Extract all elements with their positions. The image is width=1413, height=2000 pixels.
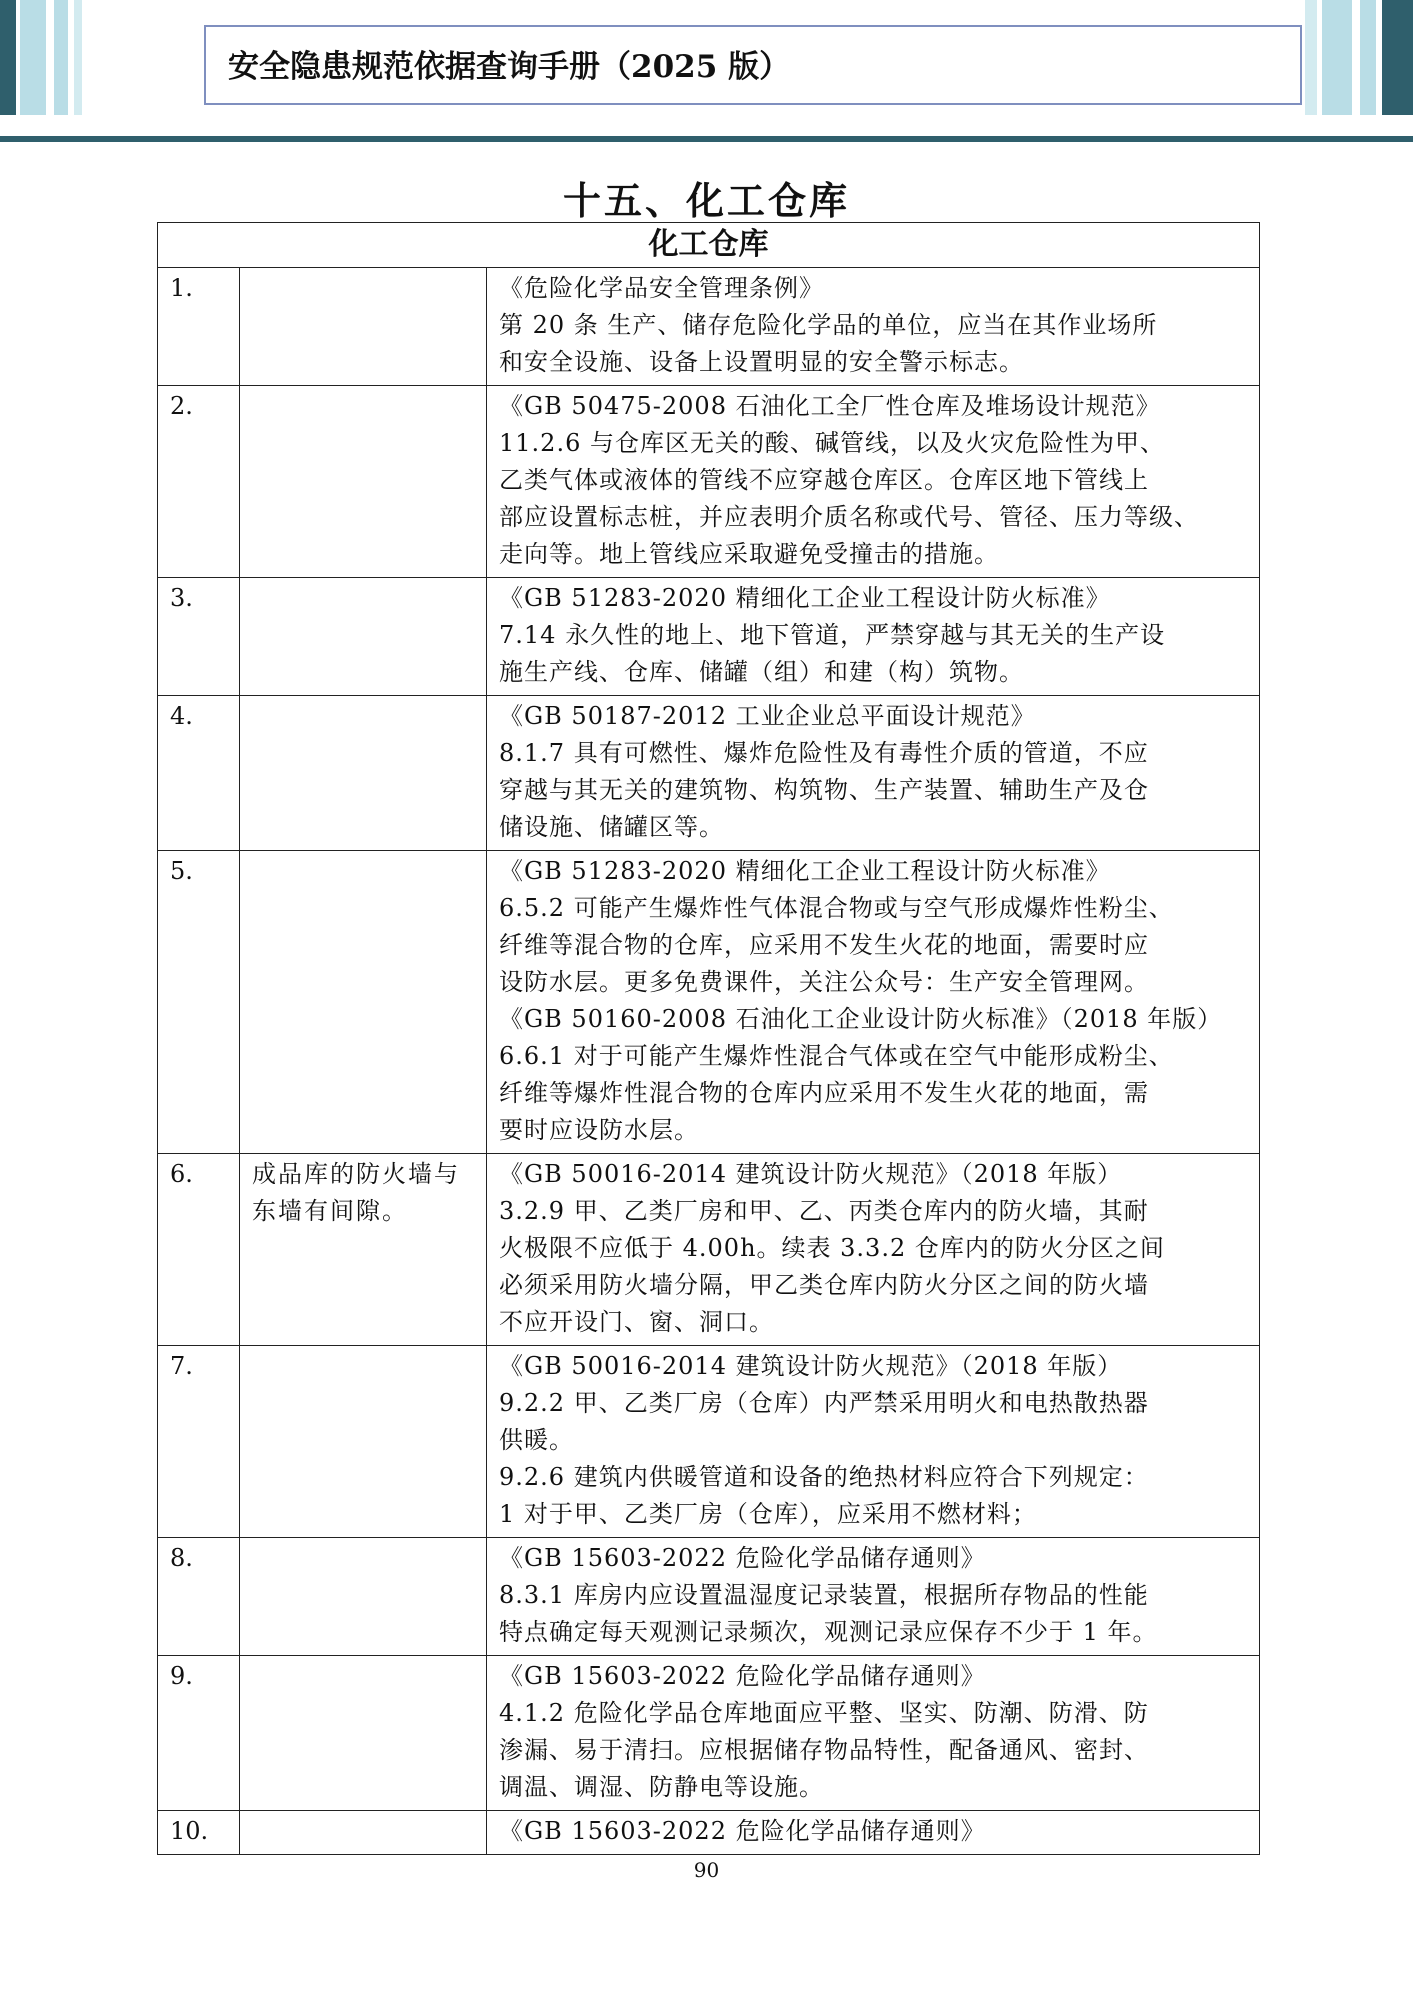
basis-line: 渗漏、易于清扫。应根据储存物品特性，配备通风、密封、 [499,1736,1149,1764]
row-number: 10. [158,1811,240,1855]
basis-line: 储设施、储罐区等。 [499,813,724,841]
basis-line: 《GB 50187-2012 工业企业总平面设计规范》 [499,702,1036,730]
row-number: 1. [158,268,240,386]
row-number: 3. [158,578,240,696]
table-row [158,386,1260,578]
header-stripe-right-light [1305,0,1317,115]
basis-line: 《GB 50016-2014 建筑设计防火规范》（2018 年版） [499,1160,1123,1188]
basis-line: 《GB 15603-2022 危险化学品储存通则》 [499,1817,986,1845]
basis-line: 3.2.9 甲、乙类厂房和甲、乙、丙类仓库内的防火墙，其耐 [499,1197,1149,1225]
basis-line: 不应开设门、窗、洞口。 [499,1308,774,1336]
basis-line: 《危险化学品安全管理条例》 [499,274,824,302]
basis-line: 《GB 51283-2020 精细化工企业工程设计防火标准》 [499,857,1111,885]
basis-line: 9.2.6 建筑内供暖管道和设备的绝热材料应符合下列规定： [499,1463,1149,1491]
hazard-description [240,1346,487,1538]
regulation-basis [487,268,1260,386]
basis-line: 《GB 15603-2022 危险化学品储存通则》 [499,1662,986,1690]
basis-line: 9.2.2 甲、乙类厂房（仓库）内严禁采用明火和电热散热器 [499,1389,1149,1417]
table-row [158,851,1260,1154]
basis-line: 6.5.2 可能产生爆炸性气体混合物或与空气形成爆炸性粉尘、 [499,894,1174,922]
basis-line: 部应设置标志桩，并应表明介质名称或代号、管径、压力等级、 [499,503,1199,531]
basis-line: 6.6.1 对于可能产生爆炸性混合气体或在空气中能形成粉尘、 [499,1042,1174,1070]
page-number: 90 [693,1858,720,1882]
header-stripe-left-dark [0,0,16,115]
regulation-basis [487,1154,1260,1346]
table-row [158,1346,1260,1538]
regulation-basis [487,1538,1260,1656]
header-title: 安全隐患规范依据查询手册（2025 版） [228,49,791,85]
basis-line: 《GB 50475-2008 石油化工全厂性仓库及堆场设计规范》 [499,392,1161,420]
basis-line: 必须采用防火墙分隔，甲乙类仓库内防火分区之间的防火墙 [499,1271,1149,1299]
table-body [158,268,1260,1855]
basis-line: 供暖。 [499,1426,574,1454]
table-row [158,1811,1260,1855]
basis-line: 《GB 51283-2020 精细化工企业工程设计防火标准》 [499,584,1111,612]
basis-line: 《GB 15603-2022 危险化学品储存通则》 [499,1544,986,1572]
regulation-basis [487,1811,1260,1855]
basis-line: 《GB 50160-2008 石油化工企业设计防火标准》（2018 年版） [499,1005,1223,1033]
regulation-basis [487,696,1260,851]
basis-line: 乙类气体或液体的管线不应穿越仓库区。仓库区地下管线上 [499,466,1149,494]
row-number: 8. [158,1538,240,1656]
header-stripe-left-light [74,0,82,115]
header-rule [0,136,1413,142]
basis-line: 11.2.6 与仓库区无关的酸、碱管线，以及火灾危险性为甲、 [499,429,1165,457]
basis-line: 和安全设施、设备上设置明显的安全警示标志。 [499,348,1024,376]
header-stripe-right-dark [1382,0,1413,115]
table-row [158,578,1260,696]
basis-line: 8.3.1 库房内应设置温湿度记录装置，根据所存物品的性能 [499,1581,1149,1609]
header-title-box [204,25,1302,105]
basis-line: 7.14 永久性的地上、地下管道，严禁穿越与其无关的生产设 [499,621,1166,649]
regulation-table [157,222,1260,1855]
table-row [158,696,1260,851]
basis-line: 施生产线、仓库、储罐（组）和建（构）筑物。 [499,658,1024,686]
table-caption: 化工仓库 [158,223,1260,268]
regulation-basis [487,1346,1260,1538]
hazard-description [240,1656,487,1811]
basis-line: 第 20 条 生产、储存危险化学品的单位，应当在其作业场所 [499,311,1158,339]
basis-line: 8.1.7 具有可燃性、爆炸危险性及有毒性介质的管道，不应 [499,739,1149,767]
table-row [158,1538,1260,1656]
header-stripe-left-light [20,0,46,115]
hazard-description [240,851,487,1154]
basis-line: 4.1.2 危险化学品仓库地面应平整、坚实、防潮、防滑、防 [499,1699,1149,1727]
table-row [158,1656,1260,1811]
basis-line: 穿越与其无关的建筑物、构筑物、生产装置、辅助生产及仓 [499,776,1149,804]
section-title: 十五、化工仓库 [562,178,850,223]
row-number: 2. [158,386,240,578]
basis-line: 《GB 50016-2014 建筑设计防火规范》（2018 年版） [499,1352,1123,1380]
basis-line: 纤维等混合物的仓库，应采用不发生火花的地面，需要时应 [499,931,1149,959]
regulation-basis [487,578,1260,696]
basis-line: 火极限不应低于 4.00h。续表 3.3.2 仓库内的防火分区之间 [499,1234,1165,1262]
table-caption-row [158,223,1260,268]
row-number: 7. [158,1346,240,1538]
row-number: 4. [158,696,240,851]
table-row [158,268,1260,386]
row-number: 5. [158,851,240,1154]
hazard-description [240,1811,487,1855]
basis-line: 要时应设防水层。 [499,1116,699,1144]
regulation-basis [487,1656,1260,1811]
basis-line: 纤维等爆炸性混合物的仓库内应采用不发生火花的地面，需 [499,1079,1149,1107]
regulation-basis [487,386,1260,578]
basis-line: 1 对于甲、乙类厂房（仓库），应采用不燃材料； [499,1500,1037,1528]
hazard-description [240,386,487,578]
table-row [158,1154,1260,1346]
basis-line: 走向等。地上管线应采取避免受撞击的措施。 [499,540,999,568]
hazard-description: 成品库的防火墙与东墙有间隙。 [240,1154,487,1346]
regulation-basis [487,851,1260,1154]
row-number: 6. [158,1154,240,1346]
hazard-description [240,696,487,851]
header-stripe-left-light [54,0,68,115]
header-stripe-right-light [1360,0,1376,115]
row-number: 9. [158,1656,240,1811]
hazard-description [240,268,487,386]
basis-line: 设防水层。更多免费课件，关注公众号：生产安全管理网。 [499,968,1149,996]
hazard-description [240,1538,487,1656]
basis-line: 特点确定每天观测记录频次，观测记录应保存不少于 1 年。 [499,1618,1158,1646]
header-stripe-right-light [1322,0,1352,115]
hazard-description [240,578,487,696]
basis-line: 调温、调湿、防静电等设施。 [499,1773,824,1801]
